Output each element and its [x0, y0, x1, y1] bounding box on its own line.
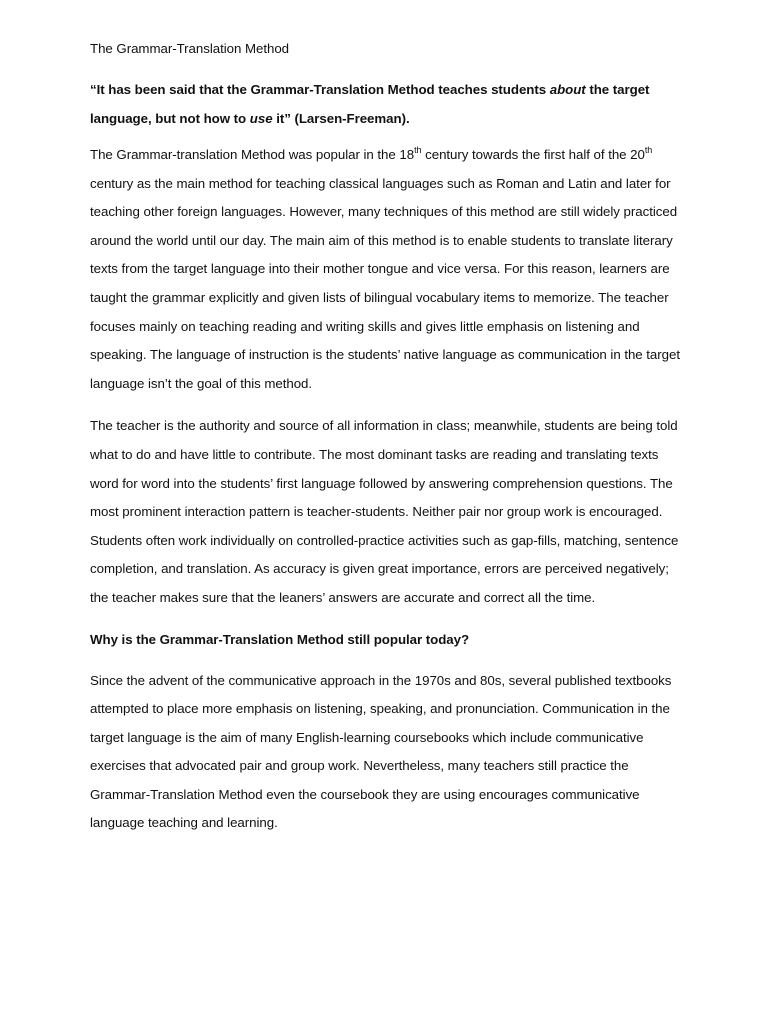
document-page [90, 36, 686, 852]
section-heading-popularity: Why is the Grammar-Translation Method still popular today? [90, 631, 470, 647]
paragraph-history [90, 141, 686, 398]
document-title: The Grammar-Translation Method [90, 41, 290, 56]
paragraph-history-part-3: century as the main method for teaching classical languages such as Roman and Latin and later for teaching other foreign languages. However, many techniques of this method are still widely practiced around the world until our day. The main aim of this method is to enable students to translate literary texts from the target language into their mother tongue and vice versa. For this reason, learners are taught the grammar explicitly and given lists of bilingual vocabulary items to memorize. The teacher focuses mainly on teaching reading and writing skills and gives little emphasis on listening and speaking. The language of instruction is the students’ native language as communication in the target language isn’t the goal of this method. [90, 175, 680, 391]
paragraph-history-part-2: century towards the first half of the 20 [421, 147, 645, 162]
paragraph-classroom-roles: The teacher is the authority and source of all information in class; meanwhile, students are being told what to do and have little to contribute. The most dominant tasks are reading and translating texts word for word into the students’ first language followed by answering comprehension questions. The most prominent interaction pattern is teacher-students. Neither pair nor group work is encouraged. Students often work individually on controlled-practice activities such as gap-fills, matching, sentence completion, and translation. As accuracy is given great importance, errors are perceived negatively; the teacher makes sure that the leaners’ answers are accurate and correct all the time. [90, 418, 679, 605]
quote-part-1: “It has been said that the Grammar-Translation Method teaches students [90, 82, 550, 97]
quote-part-3: it” (Larsen-Freeman). [272, 110, 410, 126]
quote-part-2: the target language, but not how to [90, 82, 650, 126]
opening-quote [90, 76, 686, 133]
ordinal-suffix-18th: th [414, 144, 422, 155]
paragraph-history-part-1: The Grammar-translation Method was popular in the 18 [90, 147, 415, 162]
paragraph-communicative-approach: Since the advent of the communicative approach in the 1970s and 80s, several published textbooks attempted to place more emphasis on listening, speaking, and pronunciation. Communication in the target language is the aim of many English-learning coursebooks which include communicative exercises that advocated pair and group work. Nevertheless, many teachers still practice the Grammar-Translation Method even the coursebook they are using encourages communicative language teaching and learning. [90, 672, 672, 831]
quote-emphasis-about: about [549, 82, 586, 97]
quote-emphasis-use: use [249, 110, 273, 126]
ordinal-suffix-20th: th [644, 144, 653, 155]
